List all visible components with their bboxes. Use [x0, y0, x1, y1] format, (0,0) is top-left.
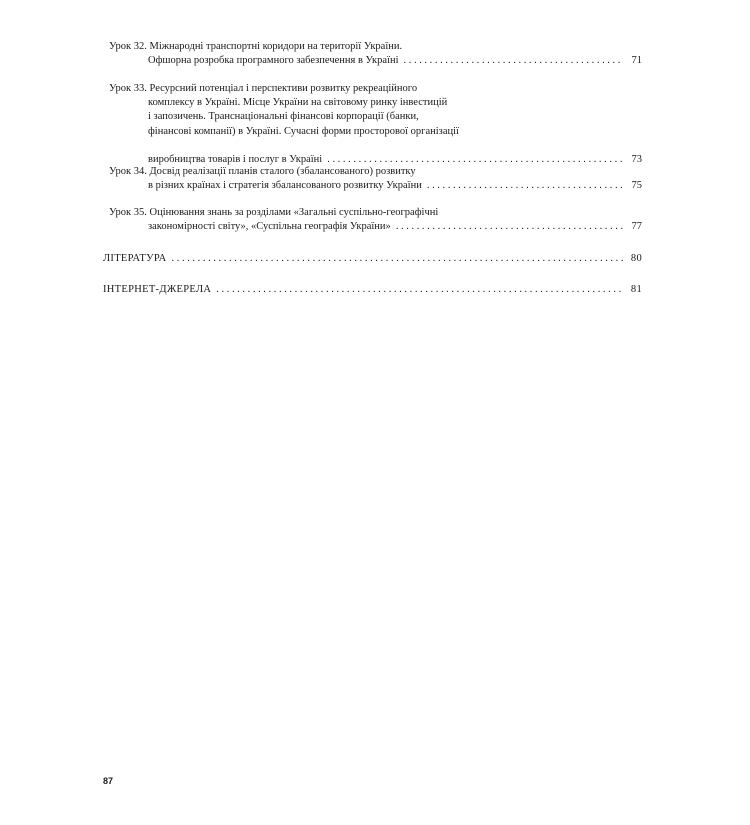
toc-entry-title: Урок 33. Ресурсний потенціал і перспективи розвитку рекреаційного — [109, 83, 418, 94]
toc-entry-lesson-34[interactable] — [109, 165, 642, 193]
toc-entry-title-end: закономірності світу», «Суспільна географія України» — [148, 221, 391, 233]
footer-page-number: 87 — [103, 776, 114, 786]
toc-section-title: ІНТЕРНЕТ-ДЖЕРЕЛА — [103, 284, 212, 295]
toc-page-number: 73 — [631, 153, 642, 165]
toc-entry-lesson-35[interactable] — [109, 206, 642, 234]
toc-entry-title: Урок 32. Міжнародні транспортні коридори на території України. — [109, 41, 403, 52]
toc-entry-title-end: виробництва товарів і послуг в Україні — [148, 153, 323, 165]
toc-entry-title: Урок 35. Оцінювання знань за розділами «Загальні суспільно-географічні — [109, 207, 439, 218]
toc-page-number: 77 — [631, 221, 642, 233]
toc-entry-last-line — [109, 179, 642, 193]
dot-leader — [172, 253, 623, 264]
toc-section-title: ЛІТЕРАТУРА — [103, 253, 167, 264]
toc-entry-title-end: Офшорна розробка програмного забезпечення в Україні — [148, 55, 399, 67]
toc-entry-lesson-33[interactable] — [109, 82, 642, 167]
toc-entry-title-cont: фінансові компанії) в Україні. Сучасні форми просторової організації — [148, 125, 459, 137]
toc-entry-title-end: в різних країнах і стратегія збалансованого розвитку України — [148, 180, 422, 192]
dot-leader — [404, 54, 623, 68]
dot-leader — [427, 179, 623, 193]
toc-page-number: 75 — [631, 180, 642, 192]
dot-leader — [216, 284, 623, 295]
toc-page-number: 81 — [630, 284, 642, 295]
toc-entry-lesson-32[interactable] — [109, 40, 642, 68]
toc-section-literature[interactable] — [103, 253, 642, 264]
toc-page-number: 71 — [631, 55, 642, 67]
toc-entry-last-line — [109, 54, 642, 68]
toc-entry-title-cont: і запозичень. Транснаціональні фінансові корпорації (банки, — [148, 111, 419, 123]
toc-section-internet-sources[interactable] — [103, 284, 642, 295]
toc-entry-title-cont: комплексу в Україні. Місце України на світовому ринку інвестицій — [148, 97, 448, 109]
dot-leader — [396, 220, 623, 234]
toc-entry-title-cont — [109, 139, 642, 153]
toc-page-number: 80 — [630, 253, 642, 264]
toc-entry-last-line — [109, 220, 642, 234]
toc-entry-title: Урок 34. Досвід реалізації планів сталого (збалансованого) розвитку — [109, 166, 416, 177]
